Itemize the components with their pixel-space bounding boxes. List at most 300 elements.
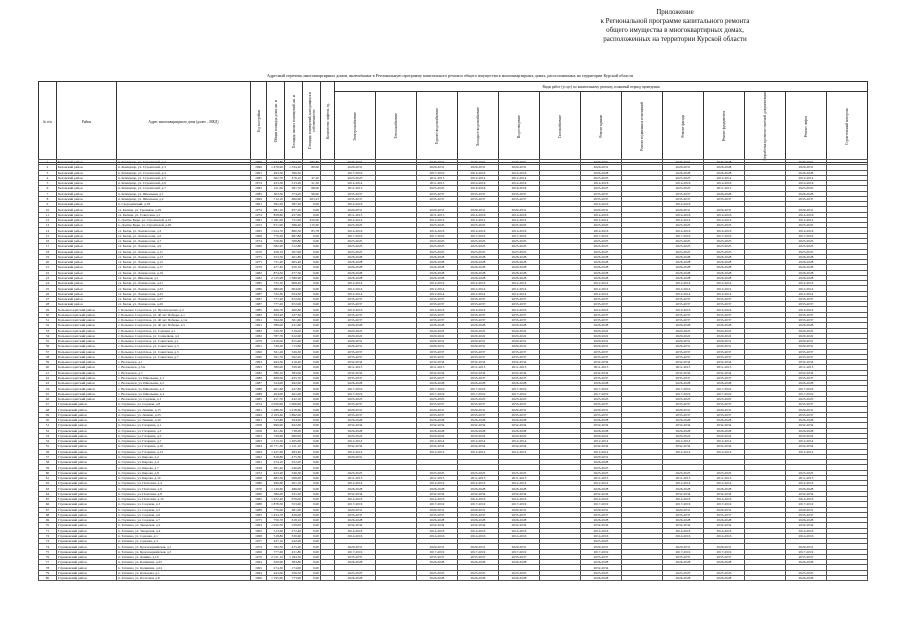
period-cell: 2026-2028 bbox=[786, 323, 827, 328]
owned-area-cell: 0,00 bbox=[303, 360, 321, 365]
period-cell: 2035-2037 bbox=[499, 354, 540, 359]
period-cell: 2017-2019 bbox=[581, 386, 622, 391]
period-cell: 2012-2014 bbox=[499, 175, 540, 180]
year-cell: 1980 bbox=[251, 481, 267, 486]
owned-area-cell: 0,00 bbox=[303, 333, 321, 338]
district-cell: Глушковский район bbox=[57, 502, 117, 507]
period-cell: 2023-2025 bbox=[417, 244, 458, 249]
period-cell: 2026-2028 bbox=[335, 265, 376, 270]
period-cell: 2020-2022 bbox=[499, 433, 540, 438]
period-cell: 2023-2025 bbox=[335, 244, 376, 249]
period-cell: 2026-2028 bbox=[335, 560, 376, 565]
address-cell: п. Теткино, ул. Садовая, д.1 bbox=[117, 533, 251, 538]
total-area-cell: 777,20 bbox=[267, 296, 285, 301]
address-cell: п. Глушково, ул. Почтовая, д.6 bbox=[117, 486, 251, 491]
period-cell: 2029-2031 bbox=[704, 544, 745, 549]
district-cell: Беловский район bbox=[57, 244, 117, 249]
total-area-cell: 380,00 bbox=[267, 365, 285, 370]
period-cell: 2023-2025 bbox=[458, 249, 499, 254]
period-cell: 2035-2037 bbox=[663, 317, 704, 322]
living-area-cell: 475,20 bbox=[285, 544, 303, 549]
period-cell: 2014-2016 bbox=[499, 228, 540, 233]
living-area-cell: 1 004,00 bbox=[285, 160, 303, 165]
period-cell: 2017-2019 bbox=[499, 502, 540, 507]
period-cell: 2017-2019 bbox=[417, 386, 458, 391]
total-area-cell: 686,00 bbox=[267, 286, 285, 291]
period-cell: 2035-2037 bbox=[663, 412, 704, 417]
row-number: 7 bbox=[39, 191, 57, 196]
year-cell: 1972 bbox=[251, 470, 267, 475]
period-cell: 2023-2025 bbox=[663, 238, 704, 243]
district-cell: Беловский район bbox=[57, 270, 117, 275]
total-area-cell: 874,50 bbox=[267, 270, 285, 275]
period-cell: 2026-2028 bbox=[581, 323, 622, 328]
living-area-cell: 387,20 bbox=[285, 202, 303, 207]
district-cell: Глушковский район bbox=[57, 439, 117, 444]
header-work: Ремонт крыши bbox=[599, 114, 603, 138]
period-cell: 2035-2037 bbox=[458, 354, 499, 359]
owned-area-cell: 0,00 bbox=[303, 465, 321, 470]
row-number: 40 bbox=[39, 365, 57, 370]
total-area-cell: 380,00 bbox=[267, 491, 285, 496]
row-number: 22 bbox=[39, 270, 57, 275]
period-cell: 2014-2016 bbox=[663, 528, 704, 533]
year-cell: 1972 bbox=[251, 223, 267, 228]
period-cell: 2026-2028 bbox=[581, 381, 622, 386]
year-cell: 1990 bbox=[251, 160, 267, 165]
period-cell: 2029-2031 bbox=[335, 339, 376, 344]
total-area-cell: 1 616,00 bbox=[267, 339, 285, 344]
owned-area-cell: 0,00 bbox=[303, 296, 321, 301]
year-cell: 1963 bbox=[251, 439, 267, 444]
living-area-cell: 492,00 bbox=[285, 381, 303, 386]
living-area-cell: 367,90 bbox=[285, 249, 303, 254]
period-cell: 2023-2025 bbox=[417, 223, 458, 228]
district-cell: Глушковский район bbox=[57, 418, 117, 423]
address-cell: п. Глушково, ул. Кирова, д.2 bbox=[117, 454, 251, 459]
total-area-cell: 2 056,90 bbox=[267, 402, 285, 407]
row-number: 35 bbox=[39, 339, 57, 344]
period-cell: 2017-2019 bbox=[499, 386, 540, 391]
district-cell: Большесолдатский район bbox=[57, 354, 117, 359]
period-cell: 2023-2025 bbox=[581, 465, 622, 470]
total-area-cell: 520,50 bbox=[267, 328, 285, 333]
period-cell: 2032-2034 bbox=[417, 423, 458, 428]
total-area-cell: 776,00 bbox=[267, 507, 285, 512]
owned-area-cell: 0,00 bbox=[303, 444, 321, 449]
period-cell: 2035-2037 bbox=[499, 402, 540, 407]
living-area-cell: 313,20 bbox=[285, 181, 303, 186]
period-cell: 2029-2031 bbox=[581, 454, 622, 459]
total-area-cell: 722,30 bbox=[267, 291, 285, 296]
row-number: 65 bbox=[39, 497, 57, 502]
living-area-cell: 526,30 bbox=[285, 349, 303, 354]
period-cell: 2026-2028 bbox=[335, 518, 376, 523]
address-cell: п. Теткино, ул. Калинина, д.22 bbox=[117, 560, 251, 565]
period-cell: 2035-2037 bbox=[704, 317, 745, 322]
period-cell: 2029-2031 bbox=[663, 344, 704, 349]
period-cell: 2012-2014 bbox=[786, 439, 827, 444]
period-cell: 2026-2028 bbox=[499, 418, 540, 423]
address-cell: с. Волоконск, ул. Школьная, д.4 bbox=[117, 391, 251, 396]
owned-area-cell: 0,00 bbox=[303, 402, 321, 407]
total-area-cell: 1 024,70 bbox=[267, 228, 285, 233]
district-cell: Глушковский район bbox=[57, 465, 117, 470]
period-cell: 2026-2028 bbox=[663, 418, 704, 423]
period-cell: 2035-2037 bbox=[663, 196, 704, 201]
period-cell: 2026-2028 bbox=[417, 418, 458, 423]
living-area-cell: 586,40 bbox=[285, 223, 303, 228]
period-cell: 2026-2028 bbox=[704, 418, 745, 423]
period-cell: 2032-2034 bbox=[581, 491, 622, 496]
owned-area-cell: 0,00 bbox=[303, 370, 321, 375]
row-number: 11 bbox=[39, 212, 57, 217]
owned-area-cell: 0,00 bbox=[303, 565, 321, 570]
total-area-cell: 770,50 bbox=[267, 233, 285, 238]
period-cell: 2035-2037 bbox=[704, 554, 745, 559]
row-number: 77 bbox=[39, 560, 57, 565]
period-cell: 2014-2016 bbox=[786, 181, 827, 186]
period-cell: 2012-2014 bbox=[581, 449, 622, 454]
period-cell: 2023-2025 bbox=[704, 570, 745, 575]
address-cell: с. Большое Солдатское, ул. Пролетарская, д.2 bbox=[117, 307, 251, 312]
period-cell: 2012-2014 bbox=[704, 286, 745, 291]
period-cell: 2023-2025 bbox=[581, 175, 622, 180]
owned-area-cell: 0,00 bbox=[303, 354, 321, 359]
year-cell: 1965 bbox=[251, 228, 267, 233]
address-cell: сл. Белая, ул. Ломоносова, д.7 bbox=[117, 238, 251, 243]
address-cell: п. Глушково, ул. Гагарина, д.1 bbox=[117, 423, 251, 428]
living-area-cell: 427,60 bbox=[285, 386, 303, 391]
period-cell: 2029-2031 bbox=[458, 160, 499, 165]
period-cell: 2026-2028 bbox=[663, 560, 704, 565]
row-number: 26 bbox=[39, 291, 57, 296]
address-cell: п. Глушково, ул. Садовая, д.8 bbox=[117, 402, 251, 407]
district-cell: Беловский район bbox=[57, 223, 117, 228]
owned-area-cell: 0,00 bbox=[303, 544, 321, 549]
period-cell: 2029-2031 bbox=[417, 544, 458, 549]
row-number: 4 bbox=[39, 175, 57, 180]
period-cell: 2029-2031 bbox=[786, 544, 827, 549]
period-cell: 2020-2022 bbox=[417, 433, 458, 438]
period-cell: 2017-2019 bbox=[335, 233, 376, 238]
living-area-cell: 401,80 bbox=[285, 254, 303, 259]
document-header bbox=[560, 8, 790, 44]
period-cell: 2032-2034 bbox=[704, 360, 745, 365]
period-cell: 2012-2014 bbox=[786, 281, 827, 286]
period-cell bbox=[376, 575, 417, 580]
period-cell: 2026-2028 bbox=[417, 560, 458, 565]
period-cell: 2035-2037 bbox=[704, 302, 745, 307]
period-cell: 2026-2028 bbox=[417, 265, 458, 270]
total-area-cell: 486,00 bbox=[267, 375, 285, 380]
period-cell: 2035-2037 bbox=[499, 412, 540, 417]
period-cell: 2012-2014 bbox=[663, 281, 704, 286]
period-cell: 2032-2034 bbox=[417, 523, 458, 528]
header-line: Приложение bbox=[656, 8, 694, 16]
owned-area-cell: 0,00 bbox=[303, 518, 321, 523]
total-area-cell: 392,50 bbox=[267, 202, 285, 207]
living-area-cell: 608,40 bbox=[285, 281, 303, 286]
period-cell: 2026-2028 bbox=[581, 518, 622, 523]
owned-area-cell: 0,00 bbox=[303, 512, 321, 517]
district-cell: Беловский район bbox=[57, 165, 117, 170]
year-cell: 1987 bbox=[251, 291, 267, 296]
owned-area-cell: 0,00 bbox=[303, 433, 321, 438]
period-cell: 2020-2022 bbox=[581, 328, 622, 333]
owned-area-cell: 0,00 bbox=[303, 412, 321, 417]
period-cell: 2023-2025 bbox=[663, 223, 704, 228]
owned-area-cell: 0,00 bbox=[303, 302, 321, 307]
total-area-cell: 10 771,30 bbox=[267, 444, 285, 449]
district-cell: Глушковский район bbox=[57, 402, 117, 407]
period-cell: 2029-2031 bbox=[581, 207, 622, 212]
period-cell: 2032-2034 bbox=[458, 491, 499, 496]
address-cell: сл. Белая, ул. Ломоносова, д.19 bbox=[117, 270, 251, 275]
period-cell: 2035-2037 bbox=[704, 354, 745, 359]
year-cell: 1974 bbox=[251, 181, 267, 186]
period-cell: 2026-2028 bbox=[458, 254, 499, 259]
period-cell: 2023-2025 bbox=[417, 186, 458, 191]
period-cell: 2014-2016 bbox=[663, 202, 704, 207]
address-cell: п. Глушково, ул. Гагарина, д.12 bbox=[117, 449, 251, 454]
living-area-cell: 1 184,50 bbox=[285, 554, 303, 559]
row-number: 36 bbox=[39, 344, 57, 349]
living-area-cell: 594,00 bbox=[285, 418, 303, 423]
district-cell: Беловский район bbox=[57, 170, 117, 175]
period-cell: 2012-2014 bbox=[704, 217, 745, 222]
period-cell: 2029-2031 bbox=[663, 165, 704, 170]
period-cell: 2012-2014 bbox=[499, 281, 540, 286]
row-number: 50 bbox=[39, 418, 57, 423]
owned-area-cell: 0,00 bbox=[303, 254, 321, 259]
living-area-cell: 426,00 bbox=[285, 512, 303, 517]
period-cell: 2032-2034 bbox=[458, 423, 499, 428]
period-cell: 2035-2037 bbox=[335, 196, 376, 201]
period-cell: 2017-2019 bbox=[663, 502, 704, 507]
period-cell: 2012-2014 bbox=[499, 481, 540, 486]
year-cell: 1993 bbox=[251, 365, 267, 370]
period-cell: 2014-2016 bbox=[458, 528, 499, 533]
year-cell: 1969 bbox=[251, 233, 267, 238]
period-cell: 2032-2034 bbox=[499, 523, 540, 528]
year-cell: 1988 bbox=[251, 386, 267, 391]
period-cell: 2017-2019 bbox=[458, 233, 499, 238]
total-area-cell: 1 050,50 bbox=[267, 523, 285, 528]
year-cell: 1987 bbox=[251, 381, 267, 386]
row-number: 17 bbox=[39, 244, 57, 249]
year-cell: 1991 bbox=[251, 323, 267, 328]
owned-area-cell: 0,00 bbox=[303, 533, 321, 538]
row-number: 54 bbox=[39, 439, 57, 444]
period-cell: 2035-2037 bbox=[581, 191, 622, 196]
period-cell: 2023-2025 bbox=[458, 238, 499, 243]
owned-area-cell: 0,00 bbox=[303, 381, 321, 386]
period-cell: 2023-2025 bbox=[581, 186, 622, 191]
period-cell: 2035-2037 bbox=[458, 296, 499, 301]
period-cell: 2032-2034 bbox=[499, 370, 540, 375]
year-cell: 1982 bbox=[251, 312, 267, 317]
year-cell: 1987 bbox=[251, 302, 267, 307]
year-cell: 1979 bbox=[251, 339, 267, 344]
period-cell: 2032-2034 bbox=[458, 360, 499, 365]
year-cell: 1985 bbox=[251, 175, 267, 180]
period-cell: 2014-2016 bbox=[786, 533, 827, 538]
total-area-cell: 362,70 bbox=[267, 175, 285, 180]
header-work: Теплоснабжение bbox=[394, 113, 398, 140]
total-area-cell: 682,50 bbox=[267, 475, 285, 480]
period-cell: 2029-2031 bbox=[663, 207, 704, 212]
year-cell: 1991 bbox=[251, 344, 267, 349]
period-cell: 2029-2031 bbox=[417, 339, 458, 344]
period-cell: 2026-2028 bbox=[663, 254, 704, 259]
period-cell: 2023-2025 bbox=[335, 238, 376, 243]
total-area-cell: 458,10 bbox=[267, 249, 285, 254]
row-number: 41 bbox=[39, 370, 57, 375]
period-cell: 2026-2028 bbox=[786, 275, 827, 280]
period-cell: 2026-2028 bbox=[499, 260, 540, 265]
period-cell: 2012-2014 bbox=[458, 481, 499, 486]
address-cell: с. Большое Солдатское, ул. 40 лет Победы, д.5 bbox=[117, 323, 251, 328]
period-cell: 2032-2034 bbox=[417, 491, 458, 496]
period-cell: 2035-2037 bbox=[335, 349, 376, 354]
owned-area-cell: 0,00 bbox=[303, 275, 321, 280]
period-cell: 2014-2016 bbox=[704, 533, 745, 538]
living-area-cell: 672,00 bbox=[285, 302, 303, 307]
period-cell: 2014-2016 bbox=[499, 170, 540, 175]
year-cell: 1975 bbox=[251, 260, 267, 265]
period-cell: 2026-2028 bbox=[335, 428, 376, 433]
district-cell: Большесолдатский район bbox=[57, 360, 117, 365]
period-cell: 2016-2018 bbox=[458, 186, 499, 191]
header-living-area: Площадь жилых помещений, кв. м bbox=[291, 94, 296, 148]
period-cell: 2026-2028 bbox=[663, 265, 704, 270]
year-cell: 1991 bbox=[251, 170, 267, 175]
address-cell: п. Коммунар, ул. Строителей, д.4 bbox=[117, 170, 251, 175]
period-cell: 2023-2025 bbox=[581, 249, 622, 254]
owned-area-cell: 0,00 bbox=[303, 418, 321, 423]
district-cell: Беловский район bbox=[57, 160, 117, 165]
period-cell: 2017-2019 bbox=[663, 233, 704, 238]
period-cell: 2020-2022 bbox=[458, 328, 499, 333]
year-cell: 1974 bbox=[251, 238, 267, 243]
address-cell: с. Волоконск, ул. Школьная, д.2 bbox=[117, 381, 251, 386]
period-cell: 2035-2037 bbox=[335, 302, 376, 307]
period-cell: 2017-2019 bbox=[704, 549, 745, 554]
period-cell: 2035-2037 bbox=[417, 402, 458, 407]
header-total-area: Общая площадь дома, кв. м bbox=[273, 100, 278, 143]
period-cell: 2011-2013 bbox=[335, 365, 376, 370]
period-cell: 2032-2034 bbox=[663, 423, 704, 428]
address-cell: сл. Белица, ул. Советская, д.1 bbox=[117, 212, 251, 217]
period-cell: 2032-2034 bbox=[335, 444, 376, 449]
period-cell: 2035-2037 bbox=[458, 512, 499, 517]
year-cell: 1964 bbox=[251, 449, 267, 454]
period-cell: 2026-2028 bbox=[335, 270, 376, 275]
owned-area-cell: 0,00 bbox=[303, 554, 321, 559]
year-cell: 1957 bbox=[251, 539, 267, 544]
period-cell: 2029-2031 bbox=[786, 207, 827, 212]
row-number: 69 bbox=[39, 518, 57, 523]
row-number: 68 bbox=[39, 512, 57, 517]
year-cell: 1974 bbox=[251, 402, 267, 407]
period-cell: 2026-2028 bbox=[704, 191, 745, 196]
header-lifts: Количество лифтов, ед. bbox=[325, 103, 330, 140]
period-cell: 2026-2028 bbox=[704, 270, 745, 275]
row-number: 29 bbox=[39, 307, 57, 312]
period-cell: 2035-2037 bbox=[335, 191, 376, 196]
year-cell: 1982 bbox=[251, 370, 267, 375]
period-cell: 2026-2028 bbox=[663, 518, 704, 523]
period-cell: 2014-2016 bbox=[499, 212, 540, 217]
district-cell: Беловский район bbox=[57, 265, 117, 270]
owned-area-cell: 580,80 bbox=[303, 160, 321, 165]
period-cell: 2011-2013 bbox=[335, 475, 376, 480]
total-area-cell: 477,40 bbox=[267, 265, 285, 270]
period-cell: 2035-2037 bbox=[581, 349, 622, 354]
period-cell: 2035-2037 bbox=[663, 312, 704, 317]
year-cell: 1988 bbox=[251, 502, 267, 507]
period-cell: 2026-2028 bbox=[786, 254, 827, 259]
period-cell: 2035-2037 bbox=[786, 402, 827, 407]
district-cell: Большесолдатский район bbox=[57, 381, 117, 386]
district-cell: Глушковский район bbox=[57, 512, 117, 517]
district-cell: Глушковский район bbox=[57, 491, 117, 496]
period-cell: 2023-2025 bbox=[704, 470, 745, 475]
district-cell: Большесолдатский район bbox=[57, 339, 117, 344]
address-cell: с. Большое Солдатское, ул. Советская, д.5 bbox=[117, 349, 251, 354]
header-num: № п/п bbox=[39, 82, 57, 163]
period-cell: 2014-2016 bbox=[458, 228, 499, 233]
period-cell: 2029-2031 bbox=[335, 165, 376, 170]
living-area-cell: 660,90 bbox=[285, 196, 303, 201]
row-number: 70 bbox=[39, 523, 57, 528]
period-cell: 2035-2037 bbox=[663, 512, 704, 517]
district-cell: Глушковский район bbox=[57, 570, 117, 575]
year-cell: 1962 bbox=[251, 528, 267, 533]
period-cell: 2032-2034 bbox=[335, 360, 376, 365]
owned-area-cell: 0,00 bbox=[303, 233, 321, 238]
period-cell: 2023-2025 bbox=[335, 175, 376, 180]
period-cell: 2012-2014 bbox=[417, 439, 458, 444]
total-area-cell: 589,00 bbox=[267, 323, 285, 328]
district-cell: Большесолдатский район bbox=[57, 370, 117, 375]
row-number: 9 bbox=[39, 202, 57, 207]
period-cell: 2014-2016 bbox=[417, 528, 458, 533]
period-cell: 2026-2028 bbox=[335, 486, 376, 491]
period-cell: 2026-2028 bbox=[458, 518, 499, 523]
period-cell: 2035-2037 bbox=[786, 296, 827, 301]
period-cell: 2032-2034 bbox=[786, 360, 827, 365]
living-area-cell: 455,70 bbox=[285, 375, 303, 380]
living-area-cell: 477,30 bbox=[285, 270, 303, 275]
living-area-cell: 957,20 bbox=[285, 207, 303, 212]
period-cell: 2020-2022 bbox=[417, 328, 458, 333]
row-number: 30 bbox=[39, 312, 57, 317]
living-area-cell: 356,50 bbox=[285, 570, 303, 575]
address-cell: п. Глушково, ул. Почтовая, д.8 bbox=[117, 491, 251, 496]
period-cell: 2012-2014 bbox=[704, 175, 745, 180]
district-cell: Беловский район bbox=[57, 302, 117, 307]
owned-area-cell: 0,00 bbox=[303, 481, 321, 486]
district-cell: Беловский район bbox=[57, 186, 117, 191]
total-area-cell: 496,60 bbox=[267, 481, 285, 486]
period-cell: 2026-2028 bbox=[458, 575, 499, 580]
district-cell: Беловский район bbox=[57, 207, 117, 212]
period-cell: 2032-2034 bbox=[663, 523, 704, 528]
row-number: 34 bbox=[39, 333, 57, 338]
row-number: 44 bbox=[39, 386, 57, 391]
